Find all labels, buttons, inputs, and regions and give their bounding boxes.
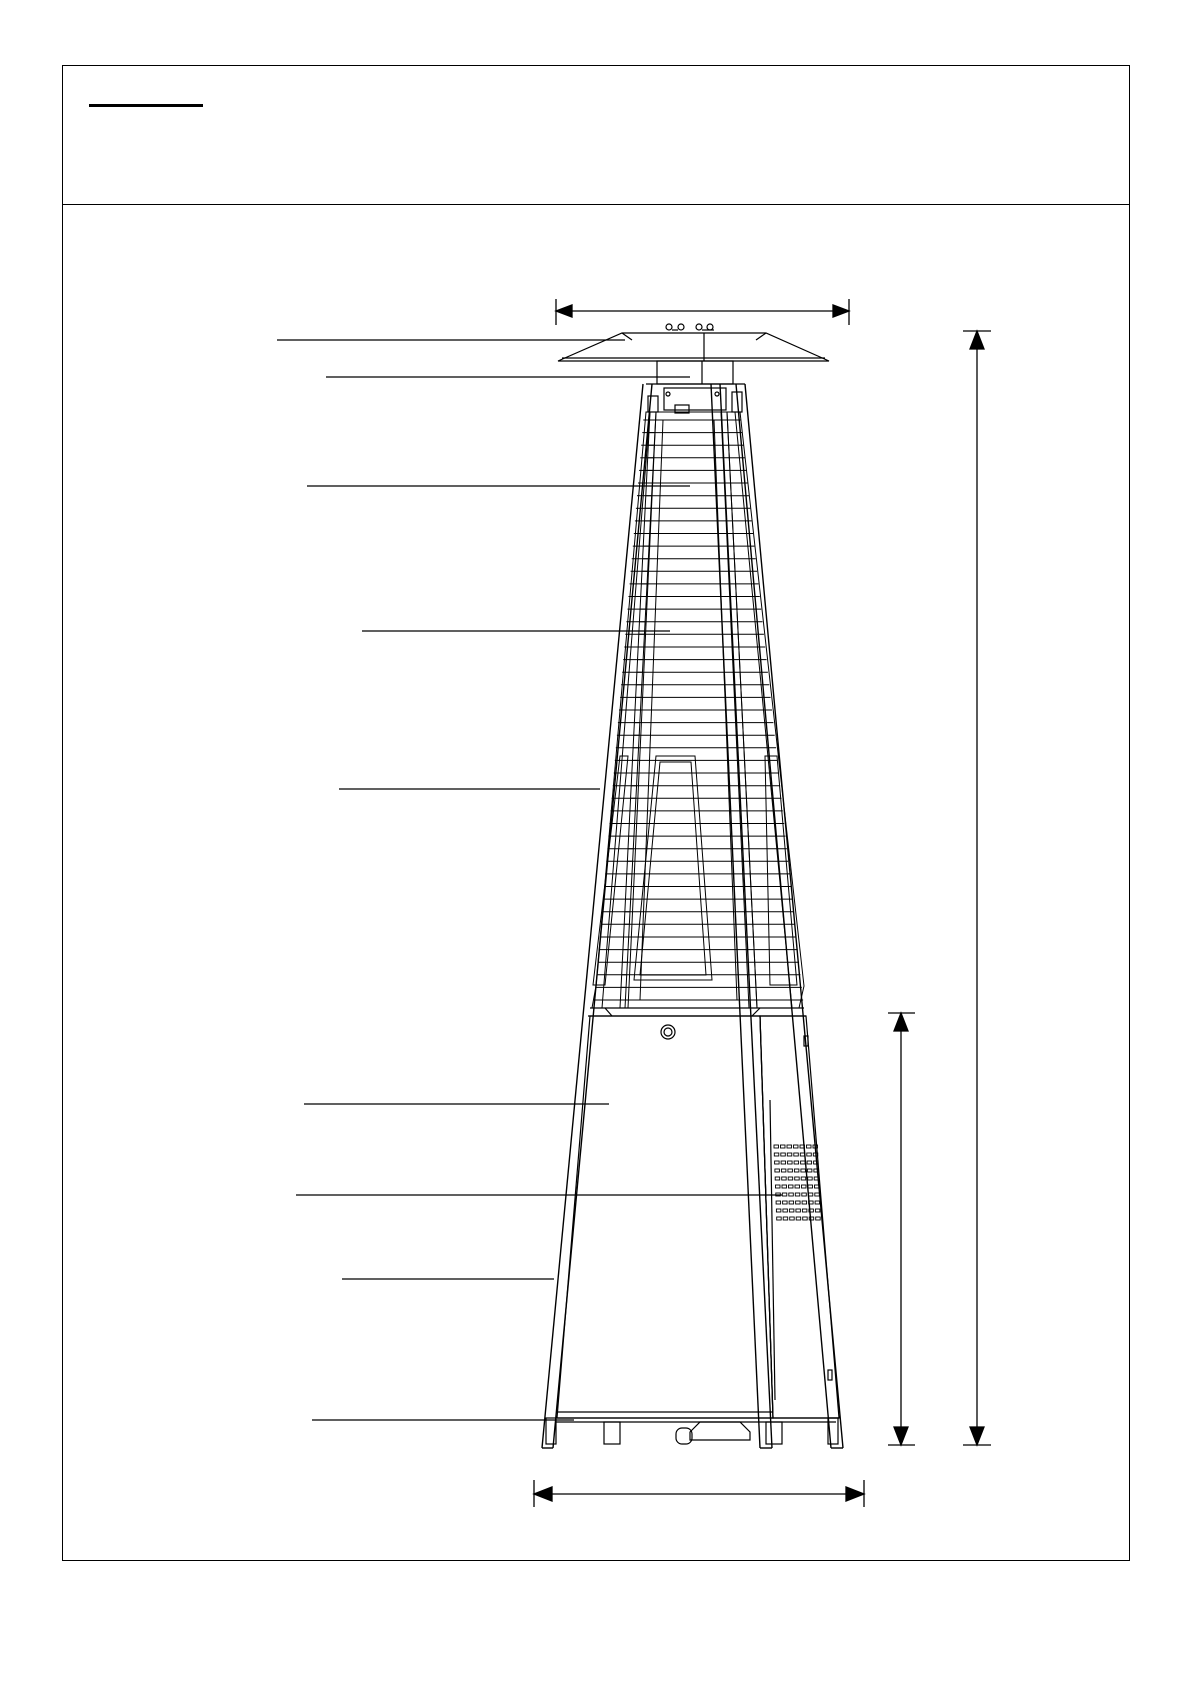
vent-slot xyxy=(794,1161,799,1164)
vent-slot xyxy=(783,1209,788,1212)
base-feet xyxy=(546,1418,838,1444)
vent-slot xyxy=(776,1185,781,1188)
vent-slot xyxy=(781,1145,786,1148)
vent-slot xyxy=(789,1201,794,1204)
vent-slot xyxy=(807,1161,812,1164)
vent-slot xyxy=(815,1201,820,1204)
vent-slot xyxy=(802,1209,807,1212)
vent-slot xyxy=(775,1177,780,1180)
dimension-top-width xyxy=(556,299,849,325)
vent-slot xyxy=(796,1217,801,1220)
vent-slot xyxy=(775,1169,780,1172)
vent-slot xyxy=(815,1209,820,1212)
dimension-overall-height xyxy=(963,331,991,1445)
vent-slot xyxy=(795,1193,800,1196)
vent-slot xyxy=(776,1209,781,1212)
vent-slot xyxy=(787,1145,792,1148)
vent-slot xyxy=(801,1169,806,1172)
vent-slot xyxy=(775,1161,780,1164)
reflector-cap xyxy=(558,324,829,361)
vent-slot xyxy=(781,1161,786,1164)
vent-slot xyxy=(782,1193,787,1196)
vent-slot xyxy=(796,1201,801,1204)
vent-slot xyxy=(807,1153,812,1156)
vent-slot xyxy=(781,1153,786,1156)
vent-slot xyxy=(789,1209,794,1212)
dimension-lower-height xyxy=(888,1013,915,1445)
vent-slot xyxy=(808,1185,813,1188)
vent-slot xyxy=(789,1185,794,1188)
vent-slot xyxy=(774,1145,779,1148)
flame-tube-frame xyxy=(593,756,797,985)
vent-slot xyxy=(788,1161,793,1164)
vent-slot xyxy=(803,1217,808,1220)
vent-slot xyxy=(781,1169,786,1172)
vent-slot xyxy=(801,1177,806,1180)
frame-posts xyxy=(542,384,843,1448)
vent-slot xyxy=(794,1153,799,1156)
vent-slot xyxy=(815,1193,820,1196)
top-collar xyxy=(646,361,745,413)
vent-slot xyxy=(801,1161,806,1164)
heater-illustration xyxy=(542,324,843,1448)
vent-slot xyxy=(802,1201,807,1204)
vent-slot xyxy=(776,1201,781,1204)
vent-slot xyxy=(787,1153,792,1156)
vent-slot xyxy=(782,1185,787,1188)
vent-slot xyxy=(774,1153,779,1156)
vent-slot xyxy=(790,1217,795,1220)
vent-slot xyxy=(802,1185,807,1188)
guard-mesh-rings xyxy=(595,420,803,1000)
vent-slot xyxy=(783,1201,788,1204)
vent-slot xyxy=(795,1177,800,1180)
vent-slot xyxy=(807,1169,812,1172)
vent-slot xyxy=(783,1217,788,1220)
vent-slot xyxy=(794,1145,799,1148)
vent-slot xyxy=(777,1217,782,1220)
callout-leaders xyxy=(277,340,782,1420)
vent-slot xyxy=(794,1169,799,1172)
mesh-bottom-rim xyxy=(588,1008,806,1016)
vent-slot xyxy=(788,1169,793,1172)
vent-slot xyxy=(808,1177,813,1180)
cabinet-vent xyxy=(774,1145,820,1220)
vent-slot xyxy=(816,1217,821,1220)
vent-slot xyxy=(789,1193,794,1196)
vent-slot xyxy=(802,1193,807,1196)
vent-slot xyxy=(788,1177,793,1180)
vent-slot xyxy=(795,1185,800,1188)
vent-slot xyxy=(782,1177,787,1180)
dimension-base-width xyxy=(534,1480,864,1507)
vent-slot xyxy=(807,1145,812,1148)
vent-slot xyxy=(796,1209,801,1212)
